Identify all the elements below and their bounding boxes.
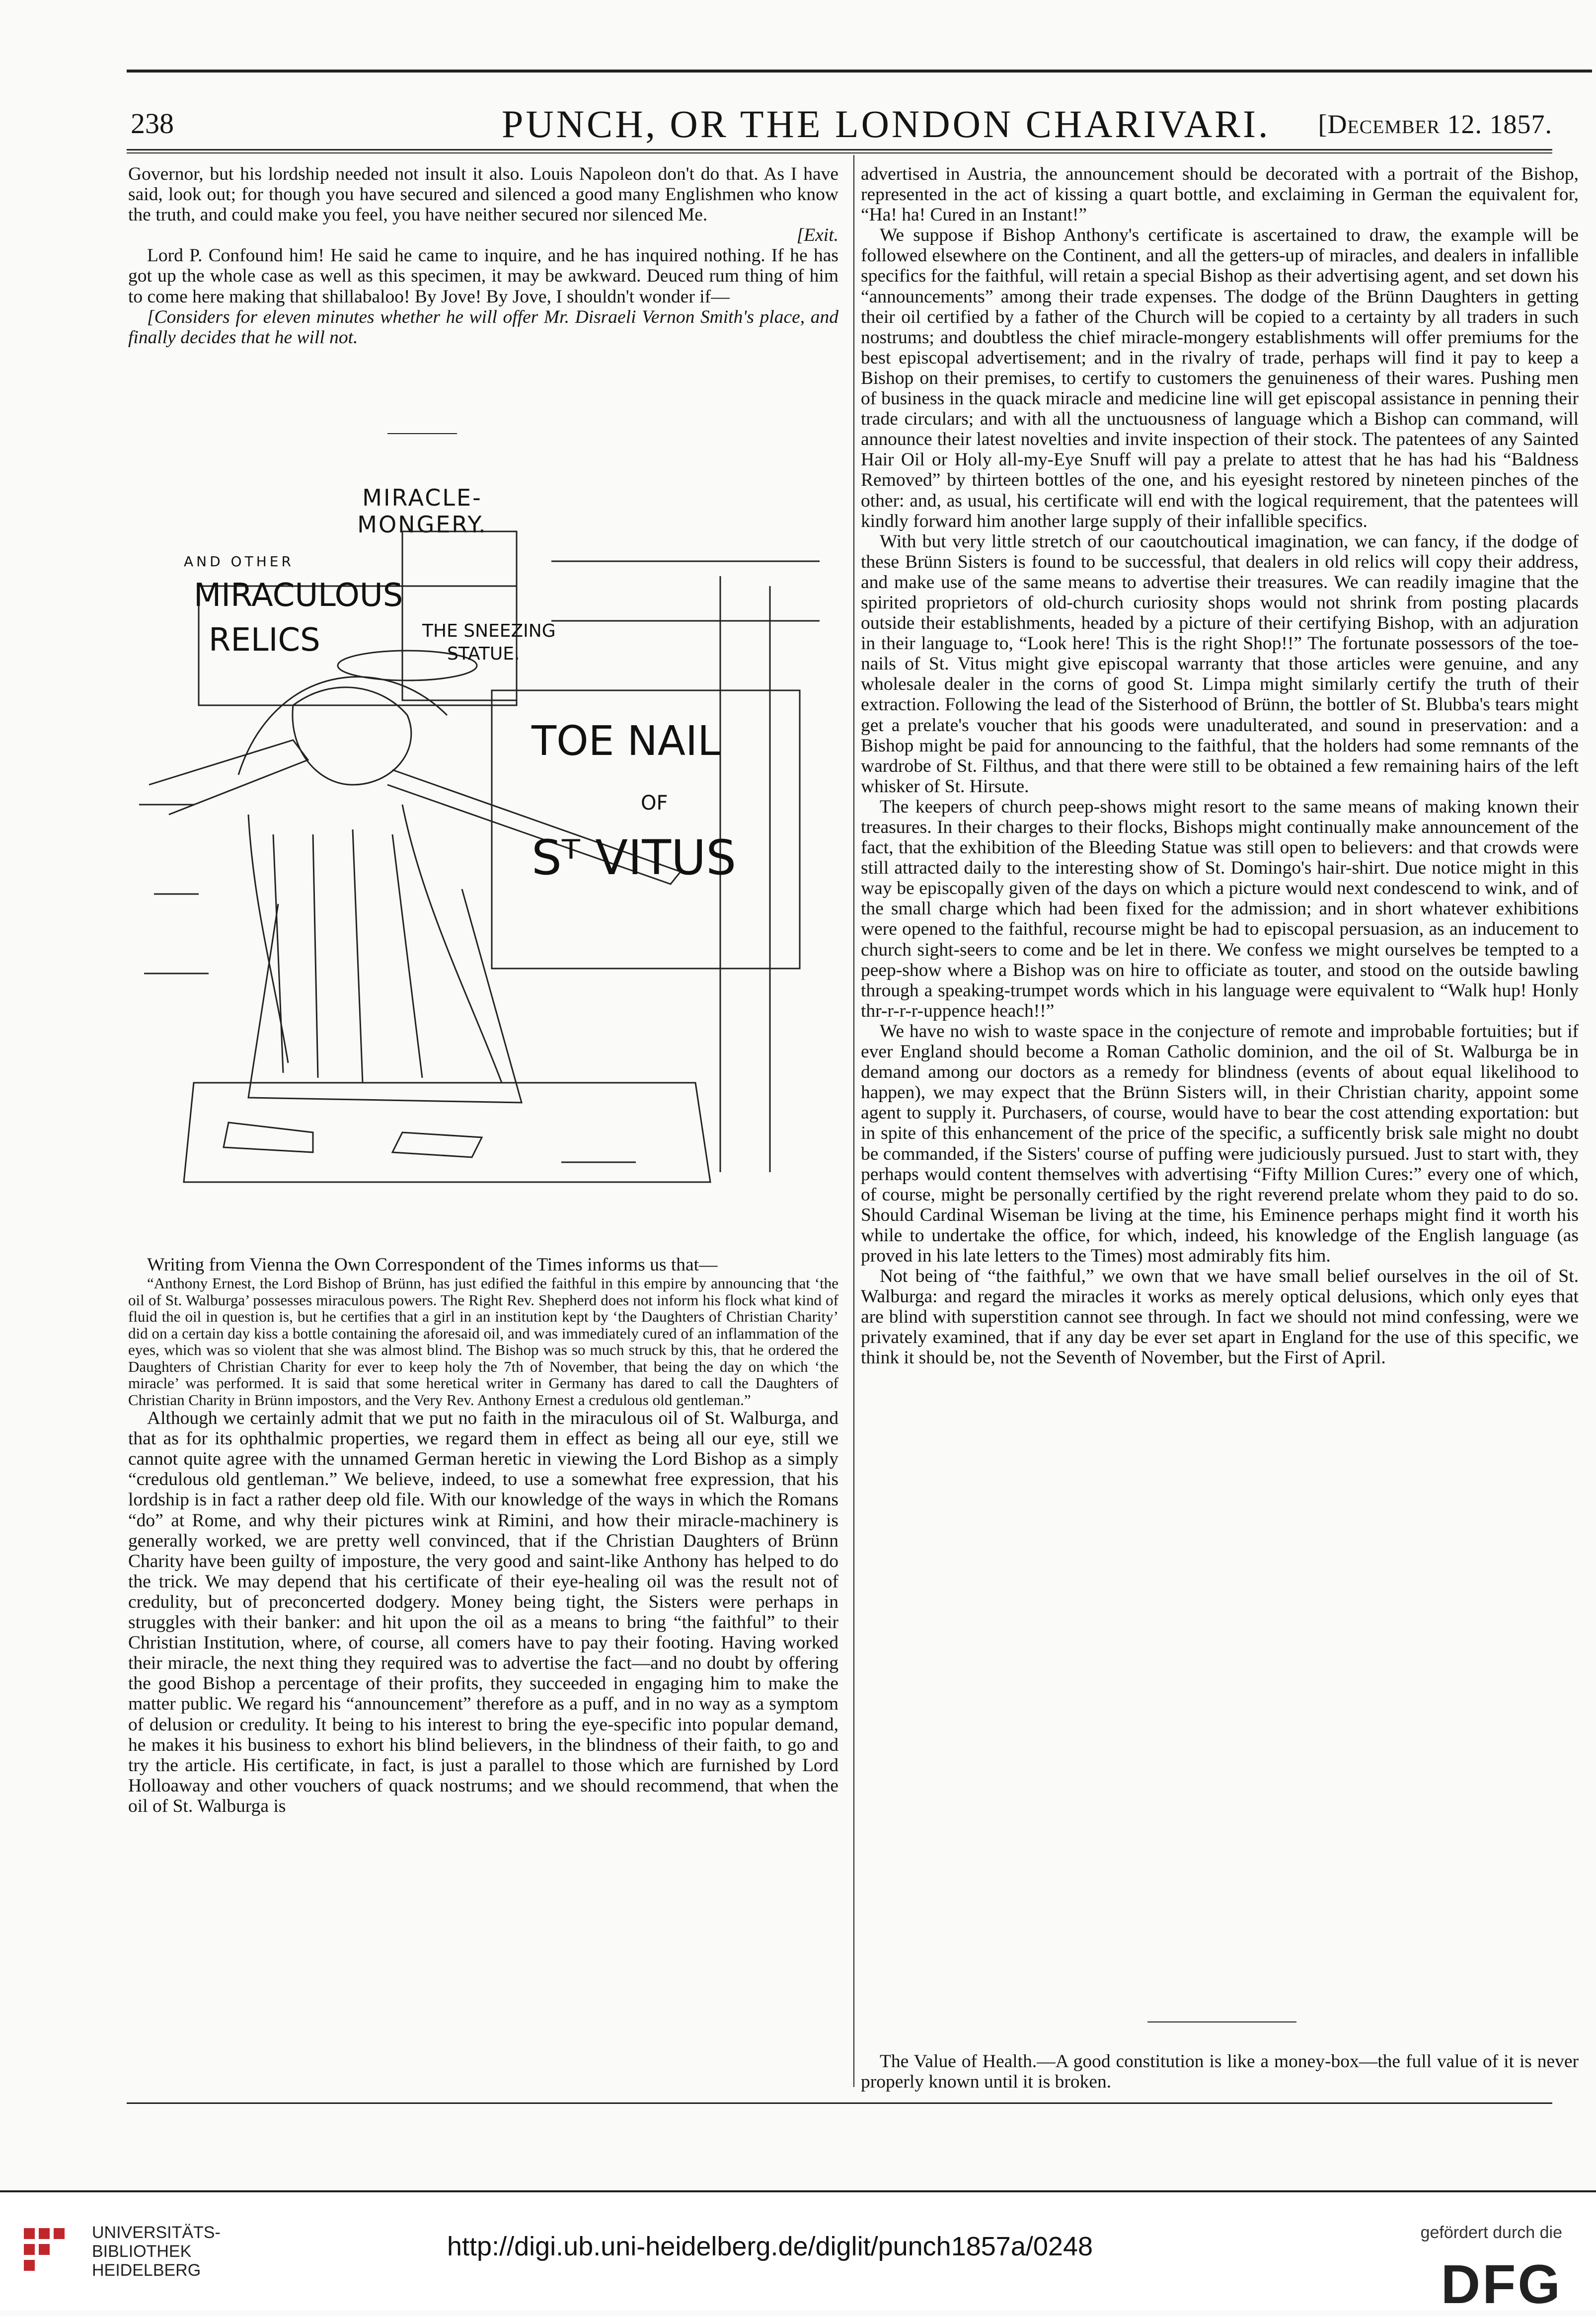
paragraph: We suppose if Bishop Anthony's certificate is ascertained to draw, the example will be followed elsewhere on the Continent, and all the getters-up of miracles, and dealers in infallible specifics for the faithful, will retain a special Bishop as their advertising agent, and set down his “announcements” among their trade expenses. The dodge of the Brünn Daughters in getting their oil certified by a father of the Church will be copied to a certainty by all traders in such nostrums; and doubtless the chief miracle-mongery establishments will offer premiums for the best episcopal advertisement; and in the rivalry of trade, perhaps will find it pay to keep a Bishop on their premises, to certify to customers the genuineness of their wares. Pushing men of business in the quack miracle and medicine line will get episcopal assistance in penning their trade circulars; and with all the unctuousness of language which a Bishop can command, will announce their latest novelties and invite inspection of their stock. The patentees of any Sainted Hair Oil or Holy all-my-Eye Snuff will pay a prelate to attest that he has had his “Baldness Removed” by thirteen bottles of the one, and his eyesight restored by nineteen pinches of the other: and, as usual, his certificate will end with the logical requirement, that the patentees will kindly forward him another large supply of their infallible specifics. <box>861 225 1579 531</box>
illus-text: MIRACULOUS <box>194 577 403 614</box>
illus-text: THE SNEEZING <box>422 621 556 641</box>
paragraph: The Value of Health.—A good constitution is like a money-box—the full value of it is never properly known until it is broken. <box>861 2051 1579 2092</box>
paragraph: Although we certainly admit that we put no faith in the miraculous oil of St. Walburga, and that as for its ophthalmic properties, we regard them in effect as being all our eye, still we cannot quite agree with the unnamed German heretic in viewing the Lord Bishop as a simply “credulous old gentleman.” We believe, indeed, to use a somewhat free expression, that his lordship is in fact a rather deep old file. With our knowledge of the ways in which the Romans “do” at Rome, and why their pictures wink at Rimini, and how their miracle-machinery is generally worked, we are pretty well convinced, that if the Christian Daughters of Brünn Charity have been guilty of imposture, the very good and saint-like Anthony has helped to do the trick. We may depend that his certificate of their eye-healing oil was the result not of credulity, but of preconcerted dodgery. Money being tight, the Sisters were perhaps in struggles with their banker: and hit upon the oil as a means to bring “the faithful” to their Christian Institution, where, of course, all comers have to pay their footing. Having worked their miracle, the next thing they required was to advertise the fact—and no doubt by offering the good Bishop a percentage of their profits, they succeeded in engaging him to make the matter public. We regard his “announcement” therefore as a puff, and in no way as a symptom of delusion or credulity. It being to his interest to bring the eye-specific into popular demand, he makes it his business to exhort his blind believers, in the blindness of their faith, to go and try the article. His certificate, in fact, is just a parallel to those which are furnished by Lord Holloaway and other vouchers of quack nostrums; and we should recommend, that when the oil of St. Walburga is <box>128 1408 838 1816</box>
column-divider <box>853 155 854 2087</box>
illus-text: OF <box>641 792 668 815</box>
section-rule <box>1147 2021 1296 2022</box>
stage-direction: [Considers for eleven minutes whether he will offer Mr. Disraeli Vernon Smith's place, and finally decides that he will not. <box>128 306 838 348</box>
miracle-mongery-illustration <box>124 526 830 1242</box>
top-rule <box>127 70 1592 73</box>
header-rule-thin <box>127 152 1552 153</box>
dfg-logo: DFG <box>1441 2254 1562 2315</box>
footer-rule <box>127 2102 1552 2104</box>
illus-text: Sᵀ VITUS <box>532 830 737 886</box>
paragraph: Governor, but his lordship needed not insult it also. Louis Napoleon don't do that. As I have said, look out; for though you have secured and silenced a good many Englishmen who know the truth, and could make you feel, you have neither secured nor silenced Me. <box>128 164 838 225</box>
value-of-health-note <box>861 2051 1579 2092</box>
paragraph: The keepers of church peep-shows might resort to the same means of making known their treasures. In their charges to their flocks, Bishops might continually make announcement of the fact, that the exhibition of the Bleeding Statue was still open to believers: and that crowds were still attracted daily to the interesting show of St. Domingo's hair-shirt. Due notice might in this way be episcopally given of the days on which a picture would next condescend to wink, and of the small charge which had been fixed for the admission; and in short whatever exhibitions were opened to the faithful, recourse might be had to episcopal persuasion, as an inducement to church sight-seers to come and be let in there. We confess we might ourselves be tempted to a peep-show where a Bishop was on hire to officiate as touter, and stood on the outside bawling through a speaking-trumpet words which in his language were equivalent to “Walk hup! Honly thr-r-r-r-uppence heach!!” <box>861 796 1579 1021</box>
paragraph: Lord P. Confound him! He said he came to inquire, and he has inquired nothing. If he has got up the whole case as well as this specimen, it may be awkward. Deuced rum thing of him to come here making that shillabaloo! By Jove! By Jove, I shouldn't wonder if— <box>128 245 838 307</box>
library-name: UNIVERSITÄTS- BIBLIOTHEK HEIDELBERG <box>92 2223 221 2280</box>
illus-text: RELICS <box>209 622 320 659</box>
digital-copy-url[interactable]: http://digi.ub.uni-heidelberg.de/diglit/punch1857a/0248 <box>447 2232 1093 2261</box>
article-title: MIRACLE-MONGERY. <box>357 484 487 538</box>
exit-direction: [Exit. <box>796 225 838 246</box>
page-header <box>127 102 1552 151</box>
header-date: [December 12. 1857. <box>1318 109 1552 139</box>
illus-text: TOE NAIL <box>532 718 720 765</box>
illus-text: AND OTHER <box>184 553 294 570</box>
column-2 <box>861 164 1579 1368</box>
running-head: PUNCH, OR THE LONDON CHARIVARI. <box>502 102 1271 146</box>
times-quotation: “Anthony Ernest, the Lord Bishop of Brünn, has just edified the faithful in this empire by announcing that ‘the oil of St. Walburga’ possesses miraculous powers. The Right Rev. Shepherd does not inform his flock what kind of fluid the oil in question is, but he certifies that a girl in an institution kept by ‘the Daughters of Christian Charity’ did on a certain day kiss a bottle containing the aforesaid oil, and was immediately cured of an inflammation of the eyes, which was so violent that she was almost blind. The Bishop was so much struck by this, that he ordered the Daughters of Christian Charity for ever to keep holy the 7th of November, that being the day on which ‘the miracle’ was performed. It is said that some heretical writer in Germany has dared to call the Daughters of Christian Charity in Brünn impostors, and the Very Rev. Anthony Ernest a credulous old gentleman.” <box>128 1274 838 1409</box>
page-number: 238 <box>131 107 174 140</box>
university-library-logo <box>20 2224 70 2284</box>
paragraph: advertised in Austria, the announcement should be decorated with a portrait of the Bishop, represented in the act of kissing a quart bottle, and exclaiming in German the equivalent for, “Ha! ha! Cured in an Instant!” <box>861 164 1579 225</box>
section-rule <box>387 433 457 434</box>
paragraph: Writing from Vienna the Own Correspondent of the Times informs us that— <box>147 1255 718 1275</box>
paragraph: Not being of “the faithful,” we own that we have small belief ourselves in the oil of St. Walburga: and regard the miracles it works as merely optical delusions, which only eyes that are blind with superstition cannot see through. In fact we should not mind confessing, were we privately examined, that if any day be ever set apart in England for the use of this specific, we think it should be, not the Seventh of November, but the First of April. <box>861 1266 1579 1368</box>
illus-text: STATUE. <box>447 644 520 664</box>
paragraph: We have no wish to waste space in the conjecture of remote and improbable fortuities; but if ever England should become a Roman Catholic dominion, and the oil of St. Walburga be in demand among our doctors as a remedy for blindness (events of about equal likelihood to happen), we may expect that the Brünn Sisters will, in their Christian charity, appoint some agent to supply it. Purchasers, of course, would have to bear the cost attending exportation: but in spite of this enhancement of the price of the specific, a sufficently brisk sale might no doubt be commanded, if the Sisters' course of puffing were judiciously pursued. Just to start with, they perhaps would content themselves with advertising “Fifty Million Cures:” every one of which, of course, might be personally certified by the right reverend prelate whom they paid to do so. Should Cardinal Wiseman be living at the time, his Eminence perhaps might find it worth his while to undertake the office, for which, indeed, his knowledge of the English language (as proved in his late letters to the Times) most admirably fits him. <box>861 1021 1579 1266</box>
funding-note: gefördert durch die <box>1420 2223 1562 2242</box>
header-rule <box>127 149 1552 150</box>
paragraph: With but very little stretch of our caoutchoutical imagination, we can fancy, if the dodge of these Brünn Sisters is found to be successful, that dealers in old relics will copy their address, and make use of the same means to advertise their treasures. We can readily imagine that the spirited proprietors of old-church curiosity shops would not shrink from posting placards outside their establishments, headed by a picture of their certifying Bishop, with an adjuration in their language to, “Look here! This is the right Shop!!” The fortunate possessors of the toe-nails of St. Vitus might give episcopal warranty that those articles were genuine, and any wholesale dealer in the corns of good St. Limpa might similarly certify the truth of their extraction. Following the lead of the Sisterhood of Brünn, the bottler of St. Blubba's tears might get a prelate's voucher that his goods were unadulterated, and sound in preservation: and a Bishop might be paid for announcing to the faithful, that the holders had some remnants of the wardrobe of St. Filthus, and that there were still to be obtained a few remaining hairs of the left whisker of St. Hirsute. <box>861 531 1579 797</box>
column-1-top <box>128 164 838 348</box>
digitization-footer <box>0 2190 1596 2315</box>
column-1-bottom <box>128 1255 838 1816</box>
